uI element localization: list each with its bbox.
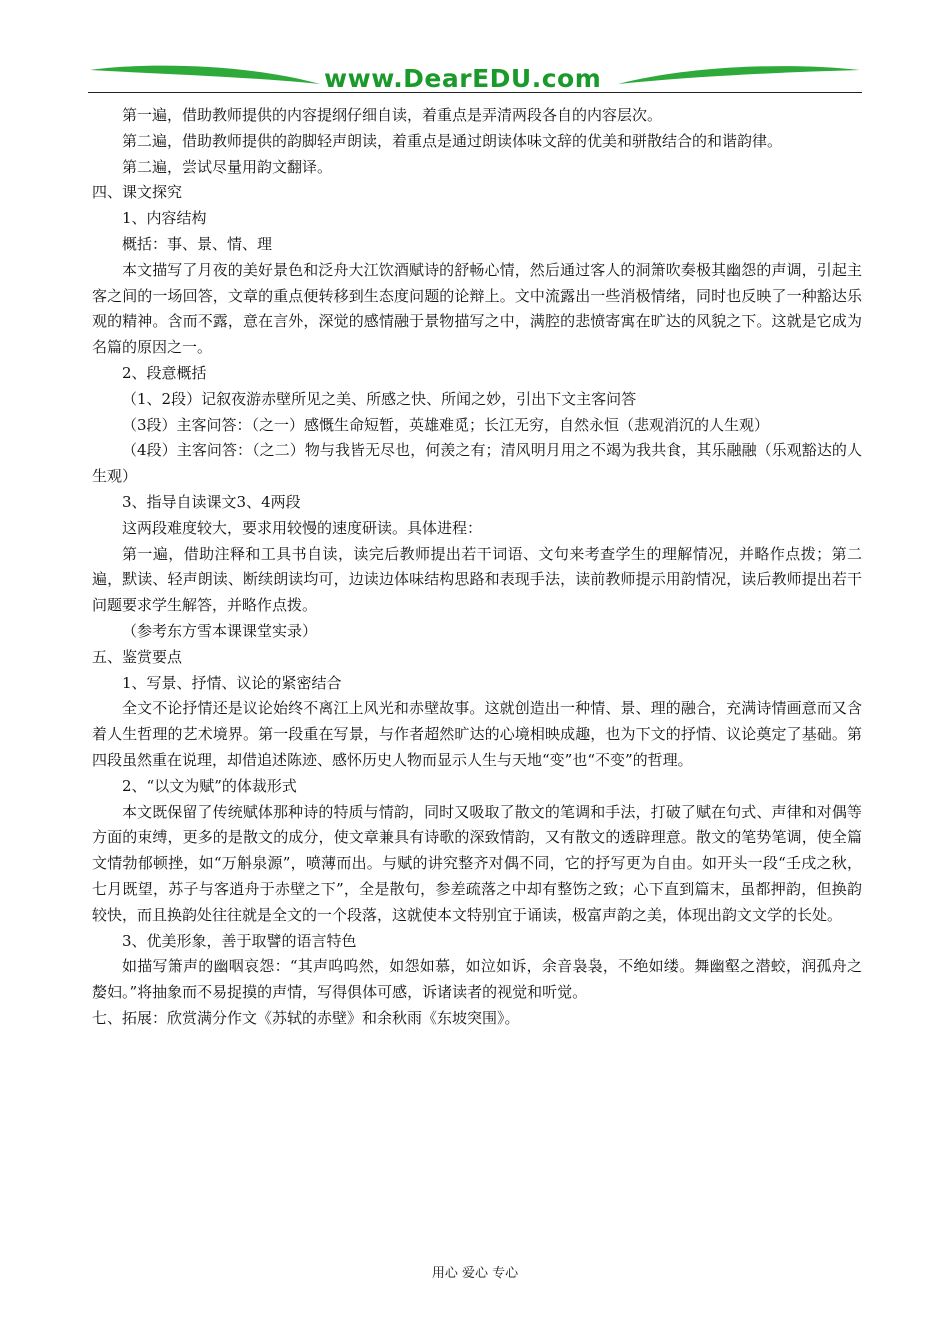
paragraph: 本文描写了月夜的美好景色和泛舟大江饮酒赋诗的舒畅心情，然后通过客人的洞箫吹奏极其幽怨的声调，引起主客之间的一场回答，文章的重点便转移到生态度问题的论辩上。文中流露出一些消极情绪，同时也反映了一种豁达乐观的精神。含而不露，意在言外，深觉的感情融于景物描写之中，满腔的悲愤寄寓在旷达的风貌之下。这就是它成为名篇的原因之一。 bbox=[92, 260, 862, 357]
paragraph: 第二遍，借助教师提供的韵脚轻声朗读，着重点是通过朗读体味文辞的优美和骈散结合的和谐韵律。 bbox=[122, 131, 783, 150]
paragraph: 这两段难度较大，要求用较慢的速度研读。具体进程： bbox=[122, 518, 483, 537]
paragraph: 第一遍，借助教师提供的内容提纲仔细自读，着重点是弄清两段各自的内容层次。 bbox=[122, 106, 663, 124]
paragraph: 3、指导自读课文3、4两段 bbox=[122, 492, 301, 511]
section-heading: 七、拓展：欣赏满分作文《苏轼的赤壁》和余秋雨《东坡突围》。 bbox=[92, 1008, 520, 1027]
site-logo: www.DearEDU.com bbox=[324, 64, 602, 93]
paragraph: 2、“以文为赋”的体裁形式 bbox=[122, 776, 297, 795]
paragraph: 第二遍，尝试尽量用韵文翻译。 bbox=[122, 157, 333, 176]
page-header bbox=[88, 58, 862, 96]
section-heading: 五、鉴赏要点 bbox=[92, 647, 183, 666]
document-body bbox=[92, 103, 862, 1032]
section-heading: 四、课文探究 bbox=[92, 183, 183, 202]
paragraph: 如描写箫声的幽咽哀怨：“其声呜呜然，如怨如慕，如泣如诉，余音袅袅，不绝如缕。舞幽壑之潜蛟，润孤舟之嫠妇。”将抽象而不易捉摸的声情，写得俱体可感，诉诸读者的视觉和听觉。 bbox=[92, 957, 862, 1002]
paragraph: 3、优美形象，善于取譬的语言特色 bbox=[122, 931, 357, 950]
paragraph: 本文既保留了传统赋体那种诗的特质与情韵，同时又吸取了散文的笔调和手法，打破了赋在句式、声律和对偶等方面的束缚，更多的是散文的成分，使文章兼具有诗歌的深致情韵，又有散文的透辟理意。散文的笔势笔调，使全篇文情勃郁顿挫，如“万斛泉源”，喷薄而出。与赋的讲究整齐对偶不同，它的抒写更为自由。如开头一段“壬戌之秋，七月既望，苏子与客逍舟于赤壁之下”，全是散句，参差疏落之中却有整饬之致；心下直到篇末，虽都押韵，但换韵较快，而且换韵处往往就是全文的一个段落，这就使本文特别宜于诵读，极富声韵之美，体现出韵文文学的长处。 bbox=[92, 802, 862, 924]
paragraph: 概括：事、景、情、理 bbox=[122, 234, 273, 253]
paragraph: 1、写景、抒情、议论的紧密结合 bbox=[122, 673, 342, 692]
page-footer: 用心 爱心 专心 bbox=[431, 1266, 519, 1281]
paragraph: （参考东方雪本课课堂实录） bbox=[122, 621, 318, 640]
paragraph: （1、2段）记叙夜游赤壁所见之美、所感之快、所闻之妙，引出下文主客问答 bbox=[122, 389, 637, 408]
paragraph: 第一遍，借助注释和工具书自读，读完后教师提出若干词语、文句来考查学生的理解情况，并略作点拨；第二遍，默读、轻声朗读、断续朗读均可，边读边体味结构思路和表现手法，读前教师提示用韵情况，读后教师提出若干问题要求学生解答，并略作点拨。 bbox=[92, 544, 862, 615]
header-divider bbox=[88, 92, 862, 93]
paragraph: （4段）主客问答：（之二）物与我皆无尽也，何羡之有；清风明月用之不竭为我共食，其乐融融（乐观豁达的人生观） bbox=[92, 441, 862, 486]
paragraph: 2、段意概括 bbox=[122, 363, 207, 382]
paragraph: 1、内容结构 bbox=[122, 209, 207, 228]
paragraph: 全文不论抒情还是议论始终不离江上风光和赤壁故事。这就创造出一种情、景、理的融合，充满诗情画意而又含着人生哲理的艺术境界。第一段重在写景，与作者超然旷达的心境相映成趣，也为下文的抒情、议论奠定了基础。第四段虽然重在说理，却借追述陈迹、感怀历史人物而显示人生与天地“变”也“不变”的哲理。 bbox=[92, 699, 862, 769]
paragraph: （3段）主客问答：（之一）感慨生命短暂，英雄难觅；长江无穷，自然永恒（悲观消沉的人生观） bbox=[122, 415, 770, 434]
